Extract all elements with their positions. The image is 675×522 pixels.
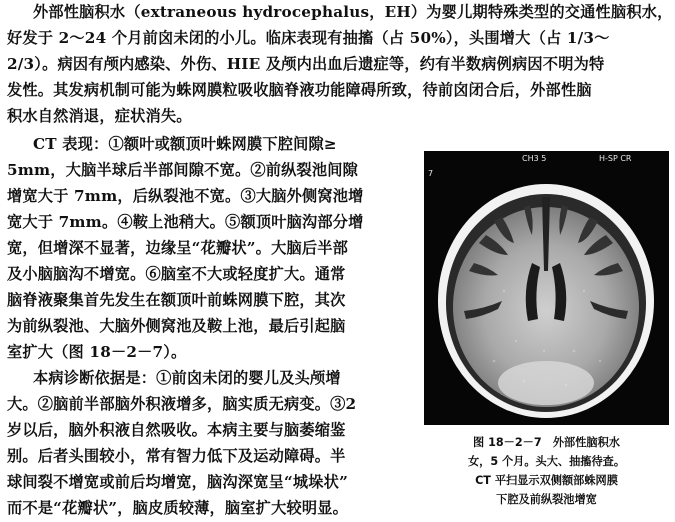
ct-overlay-series: CH3 5 bbox=[522, 154, 547, 163]
figure-caption-line: CT 平扫显示双侧额部蛛网膜 bbox=[475, 474, 618, 487]
ct-findings-line: 脑脊液聚集首先发生在额顶叶前蛛网膜下腔，其次 bbox=[7, 291, 346, 309]
figure-caption-line: 下腔及前纵裂池增宽 bbox=[496, 493, 597, 506]
ct-findings-line: 宽，但增深不显著，边缘呈“花瓣状”。大脑后半部 bbox=[7, 239, 349, 257]
diagnosis-line: 球间裂不增宽或前后均增宽，脑沟深宽呈“城垛状” bbox=[7, 473, 349, 491]
figure-caption-line: 女，5 个月。头大、抽搐待查。 bbox=[467, 455, 626, 468]
diagnosis-line: 大。②脑前半部脑外积液增多，脑实质无病变。③2 bbox=[7, 395, 357, 413]
ct-findings-line: CT 表现：①额叶或额顶叶蛛网膜下腔间隙≥ bbox=[33, 135, 337, 153]
ct-overlay-number: 7 bbox=[428, 169, 434, 178]
ct-findings-line: 为前纵裂池、大脑外侧窝池及鞍上池，最后引起脑 bbox=[7, 317, 346, 335]
diagnosis-line: 本病诊断依据是：①前囟未闭的婴儿及头颅增 bbox=[33, 369, 341, 387]
intro-line: 发性。其发病机制可能为蛛网膜粒吸收脑脊液功能障碍所致，待前囟闭合后，外部性脑 bbox=[7, 81, 592, 99]
ct-overlay-mode: H-SP CR bbox=[599, 154, 632, 163]
diagnosis-line: 岁以后，脑外积液自然吸收。本病主要与脑萎缩鉴 bbox=[7, 421, 346, 439]
diagnosis-line: 别。后者头围较小，常有智力低下及运动障碍。半 bbox=[7, 447, 346, 465]
intro-line: 积水自然消退，症状消失。 bbox=[7, 107, 192, 125]
intro-line: 2/3）。病因有颅内感染、外伤、HIE 及颅内出血后遗症等，约有半数病例病因不明为特 bbox=[7, 55, 605, 73]
ct-findings-line: 室扩大（图 18－2－7）。 bbox=[7, 343, 187, 361]
figure-caption-title: 图 18－2－7 外部性脑积水 bbox=[473, 436, 620, 449]
intro-line: 好发于 2～24 个月前囟未闭的小儿。临床表现有抽搐（占 50%），头围增大（占 1/3～ bbox=[7, 29, 610, 47]
ct-scan-drawing bbox=[424, 151, 669, 425]
ct-findings-line: 宽大于 7mm。④鞍上池稍大。⑤额顶叶脑沟部分增 bbox=[7, 213, 364, 231]
diagnosis-line: 而不是“花瓣状”，脑皮质较薄，脑室扩大较明显。 bbox=[7, 499, 349, 517]
ct-findings-line: 增宽大于 7mm，后纵裂池不宽。③大脑外侧窝池增 bbox=[7, 187, 364, 205]
intro-line: 外部性脑积水（extraneous hydrocephalus，EH）为婴儿期特殊类型的交通性脑积水， bbox=[33, 3, 673, 21]
ct-findings-line: 5mm，大脑半球后半部间隙不宽。②前纵裂池间隙 bbox=[7, 161, 359, 179]
ct-scan-image bbox=[424, 151, 669, 425]
ct-findings-line: 及小脑脑沟不增宽。⑥脑室不大或轻度扩大。通常 bbox=[7, 265, 346, 283]
